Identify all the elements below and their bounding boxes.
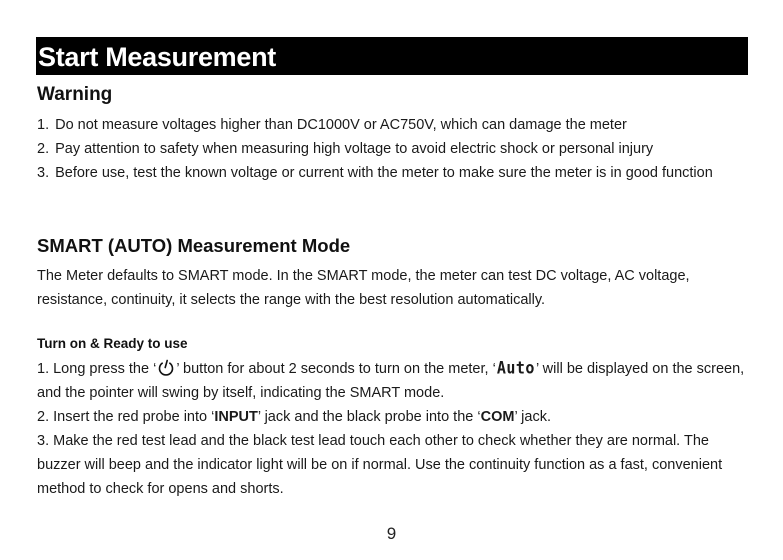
warning-item-number: 3.	[37, 165, 50, 181]
power-icon	[157, 359, 175, 377]
warning-item-text: Pay attention to safety when measuring high voltage to avoid electric shock or personal injury	[55, 141, 654, 157]
warning-item-2	[37, 137, 749, 161]
auto-display-glyph: Auto	[496, 358, 535, 378]
step-2: 2. Insert the red probe into ‘INPUT’ jack and the black probe into the ‘COM’ jack.	[37, 409, 551, 425]
warning-item-text: Before use, test the known voltage or current with the meter to make sure the meter is in good function	[55, 165, 713, 181]
warning-heading: Warning	[37, 84, 113, 105]
section-title-banner: Start Measurement	[36, 37, 748, 75]
input-jack-label: INPUT	[214, 409, 258, 425]
page-number: 9	[386, 524, 397, 543]
step-2-text-c: jack.	[521, 409, 551, 425]
step-1-text-a: 1. Long press the	[37, 361, 150, 377]
turn-on-steps	[37, 356, 749, 501]
turn-on-heading: Turn on & Ready to use	[37, 336, 188, 351]
warning-item-1	[37, 113, 749, 137]
com-jack-label: COM	[480, 409, 515, 425]
smart-mode-heading: SMART (AUTO) Measurement Mode	[37, 235, 351, 256]
step-3: 3. Make the red test lead and the black test lead touch each other to check whether they are normal. The buzzer will beep and the indicator light will be on if normal. Use the continuity function as a fast, convenient method to check for opens and shorts.	[37, 433, 723, 497]
step-2-text-a: 2. Insert the red probe into	[37, 409, 208, 425]
step-1-text-c: will be displayed on the screen, and the pointer will swing by itself, indicating the SMART mode.	[37, 361, 745, 401]
step-2-text-b: jack and the black probe into the	[264, 409, 474, 425]
step-1-text-b: button for about 2 seconds to turn on the meter,	[183, 361, 489, 377]
warning-item-3	[37, 161, 749, 185]
smart-mode-paragraph: The Meter defaults to SMART mode. In the SMART mode, the meter can test DC voltage, AC voltage, resistance, continuity, it selects the range with the best resolution automatically.	[37, 268, 690, 308]
warning-item-number: 1.	[37, 117, 50, 133]
warning-item-number: 2.	[37, 141, 50, 157]
step-1: 1. Long press the ‘ ’ button for about 2 seconds to turn on the meter, ‘Auto’ will be displayed on the screen, and the pointer will swing by itself, indicating the SMART mode.	[37, 356, 749, 405]
warning-item-text: Do not measure voltages higher than DC1000V or AC750V, which can damage the meter	[55, 117, 627, 133]
warning-list	[37, 113, 749, 185]
